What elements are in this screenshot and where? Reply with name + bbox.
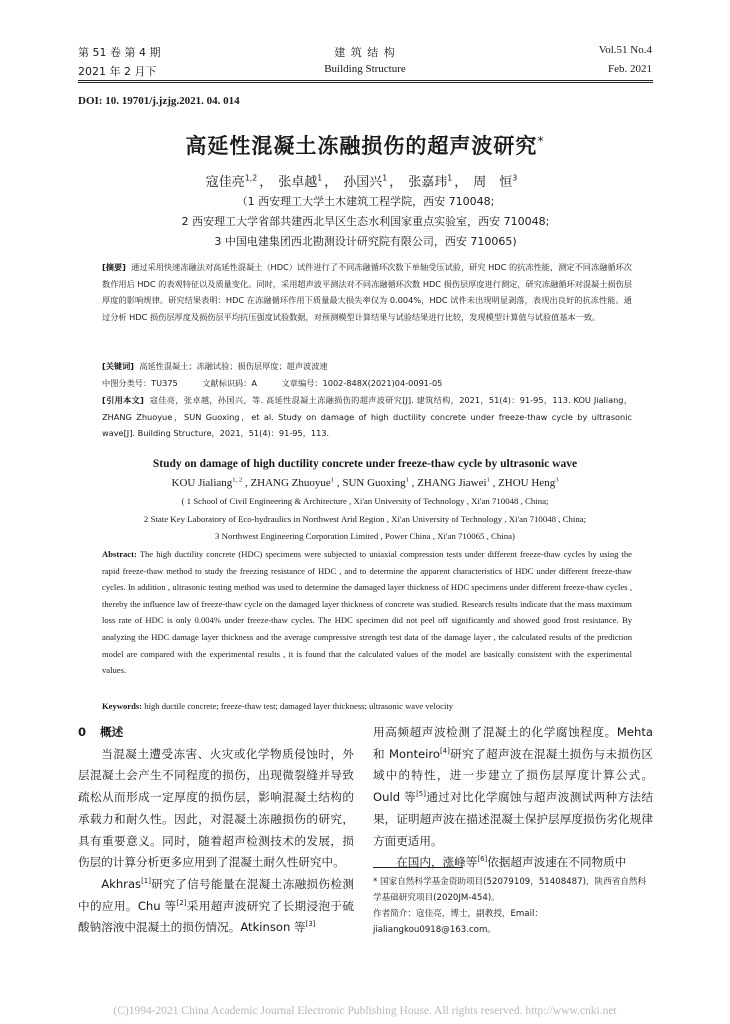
author-en-separator: ,	[489, 477, 499, 489]
author-en-separator: ,	[334, 477, 343, 489]
paragraph-continued: 用高频超声波检测了混凝土的化学腐蚀程度。Mehta 和 Monteiro[4]研究了超声波在混凝土损伤与未损伤区域中的特性，进一步建立了损伤层厚度计算公式。Ould 等[5]通过对比化学腐蚀与超声波测试两种方法结果，证明超声波在描述混凝土保护层厚度损伤劣化规律方面更适用。	[373, 725, 653, 848]
affiliation-cn-3: 3 中国电建集团西北勘测设计研究院有限公司，西安 710065)	[214, 235, 517, 248]
author-en-name: ZHOU Heng	[498, 477, 556, 489]
author-cn-affil-mark: 3	[512, 173, 518, 183]
keywords-cn-label: [关键词]	[102, 361, 135, 371]
classification: 中图分类号：TU375 文献标识码：A 文章编号：1002-848X(2021)04-0091-05	[102, 378, 443, 388]
header-rule-2	[78, 82, 653, 83]
author-en-name: SUN Guoxing	[342, 477, 406, 489]
keywords-en-text: high ductile concrete; freeze-thaw test; damaged layer thickness; ultrasonic wave velocity	[144, 701, 454, 711]
abstract-en	[102, 546, 632, 679]
affiliation-en-3: 3 Northwest Engineering Corporation Limited , Power China , Xi'an 710065 , China)	[215, 531, 515, 541]
page-title: 高延性混凝土冻融损伤的超声波研究*	[185, 133, 545, 158]
header-volume-cn: 第 51 卷 第 4 期	[78, 46, 161, 59]
author-cn-separator: ，	[454, 175, 468, 190]
header-date-en: Feb. 2021	[608, 63, 652, 75]
header-journal-cn: 建 筑 结 构	[334, 46, 396, 59]
footnote-rule	[373, 867, 463, 868]
author-cn-name: 孙国兴	[343, 175, 383, 190]
paragraph-intro: 当混凝土遭受冻害、火灾或化学物质侵蚀时，外层混凝土会产生不同程度的损伤，出现微裂缝并导致疏松从而形成一定厚度的损伤层，影响混凝土结构的承载力和耐久性。因此，对混凝土冻融损伤的研究，具有重要意义。同时，随着超声检测技术的发展，损伤层的计算分析更多应用到了混凝土耐久性研究中。	[78, 746, 354, 870]
author-cn-separator: ，	[389, 175, 403, 190]
abstract-cn-label: [摘要]	[102, 262, 126, 272]
footnote-author: 作者简介：寇佳亮，博士，副教授，Email：jialiangkou0918@163.com。	[373, 909, 543, 935]
citation-label: [引用本文]	[102, 395, 144, 405]
author-cn-separator: ，	[324, 175, 338, 190]
keywords-cn	[102, 358, 632, 375]
abstract-cn-text: 通过采用快速冻融法对高延性混凝土（HDC）试件进行了不同冻融循环次数下单轴受压试验，研究 HDC 的抗冻性能，测定不同冻融循环次数作用后 HDC 的表观特征以及质量变化。同时，采用超声波平测法对不同冻融循环次数 HDC 损伤层厚度进行测定，研究冻融循环对混凝土损伤层厚度的影响规律。研究结果表明：HDC 在冻融循环作用下质量最大损失率仅为 0.004%，HDC 试件未出现明显剥落，表现出良好的抗冻性能。通过分析 HDC 损伤层厚度及损伤层平均抗压强度试验数据，对预测模型计算结果与试验结果进行比较，发现模型计算值与试验值基本一致。	[102, 262, 632, 322]
authors-en	[0, 477, 730, 489]
authors-cn	[78, 171, 653, 190]
author-cn-name: 寇佳亮	[205, 175, 245, 190]
abstract-cn	[102, 259, 632, 325]
affiliation-en-2: 2 State Key Laboratory of Eco-hydraulics in Northwest Arid Region , Xi'an University of Technology , Xi'an 710048 , China;	[143, 514, 587, 524]
keywords-cn-text: 高延性混凝土；冻融试验；损伤层厚度；超声波波速	[139, 361, 328, 371]
header-volume-en: Vol.51 No.4	[598, 44, 652, 56]
author-en-affil-mark: 1	[330, 476, 335, 484]
paragraph-akhras: Akhras[1]研究了信号能量在混凝土冻融损伤检测中的应用。Chu 等[2]采用超声波研究了长期浸泡于硫酸钠溶液中混凝土的损伤情况。Atkinson 等[3]	[78, 876, 354, 935]
keywords-en	[102, 698, 632, 715]
author-cn-name: 张嘉玮	[408, 175, 448, 190]
author-cn-affil-mark: 1	[382, 173, 388, 183]
abstract-en-label: Abstract:	[102, 549, 137, 559]
header-date-cn: 2021 年 2 月下	[78, 65, 157, 78]
left-column	[78, 722, 354, 939]
citation-text: 寇佳亮，张卓越，孙国兴，等. 高延性混凝土冻融损伤的超声波研究[J]. 建筑结构，2021，51(4)：91-95，113. KOU Jialiang，ZHANG Zhuoyue，SUN Guoxing，et al. Study on damage of high ductility concrete under freeze-thaw cycle by ultrasonic wave[J]. Building Structure，2021，51(4)：91-95，113.	[102, 395, 633, 438]
header-journal-en: Building Structure	[324, 63, 406, 75]
author-cn-affil-mark: 1,2	[244, 173, 258, 183]
paragraph-domestic: 在国内，涨峰等[6]依据超声波速在不同物质中	[396, 855, 627, 870]
author-cn-name: 张卓越	[278, 175, 318, 190]
title-en: Study on damage of high ductility concrete under freeze-thaw cycle by ultrasonic wave	[152, 458, 578, 470]
author-cn-affil-mark: 1	[447, 173, 453, 183]
affiliation-cn-1: （1 西安理工大学土木建筑工程学院，西安 710048;	[236, 195, 495, 208]
author-en-affil-mark: 1, 2	[232, 476, 243, 484]
author-en-separator: ,	[242, 477, 251, 489]
author-cn-separator: ，	[259, 175, 273, 190]
section-heading: 0 概述	[78, 725, 124, 739]
affiliation-cn-2: 2 西安理工大学省部共建西北旱区生态水利国家重点实验室，西安 710048;	[181, 215, 550, 228]
author-en-name: ZHANG Zhuoyue	[250, 477, 331, 489]
author-en-affil-mark: 3	[555, 476, 559, 484]
keywords-en-label: Keywords:	[102, 701, 143, 711]
author-en-separator: ,	[408, 477, 418, 489]
author-en-affil-mark: 1	[405, 476, 409, 484]
header-rule	[78, 80, 653, 81]
author-en-affil-mark: 1	[486, 476, 490, 484]
right-column	[373, 722, 653, 874]
footnote-fund: * 国家自然科学基金资助项目(52079109，51408487)，陕西省自然科学基础研究项目(2020JM-454)。	[373, 877, 647, 903]
author-cn-name: 周 恒	[473, 175, 513, 190]
author-en-name: KOU Jialiang	[171, 477, 233, 489]
abstract-en-text: The high ductility concrete (HDC) specimens were subjected to uniaxial compression tests under different freeze-thaw cycles by using the rapid freeze-thaw method to study the freezing resistance of HDC , and to determine the apparent characteristics of HDC under different freeze-thaw cycles. In addition , ultrasonic testing method was used to determine the damaged layer thickness of HDC specimens under different freeze-thaw cycles , thereby the influence law of freeze-thaw cycle on the damaged layer thickness of concrete was studied. Research results indicate that the mass maximum loss rate of HDC is only 0.004% under freeze-thaw cycles. The HDC specimen did not peel off significantly and showed good frost resistance. By analyzing the HDC damage layer thickness and the average compressive strength test data of the damage layer , the calculated results of the prediction model are compared with the experimental results , it is found that the calculated values of the model are basically consistent with the experimental values.	[102, 549, 632, 676]
affiliation-en-1: ( 1 School of Civil Engineering & Architecture , Xi'an University of Technology , Xi'an 710048 , China;	[181, 496, 549, 506]
author-en-name: ZHANG Jiawei	[417, 477, 487, 489]
copyright-watermark: (C)1994-2021 China Academic Journal Electronic Publishing House. All rights reserved. http://www.cnki.net	[113, 1005, 617, 1017]
doi: DOI: 10. 19701/j.jzjg.2021. 04. 014	[78, 95, 240, 107]
author-cn-affil-mark: 1	[317, 173, 323, 183]
citation	[102, 392, 632, 442]
